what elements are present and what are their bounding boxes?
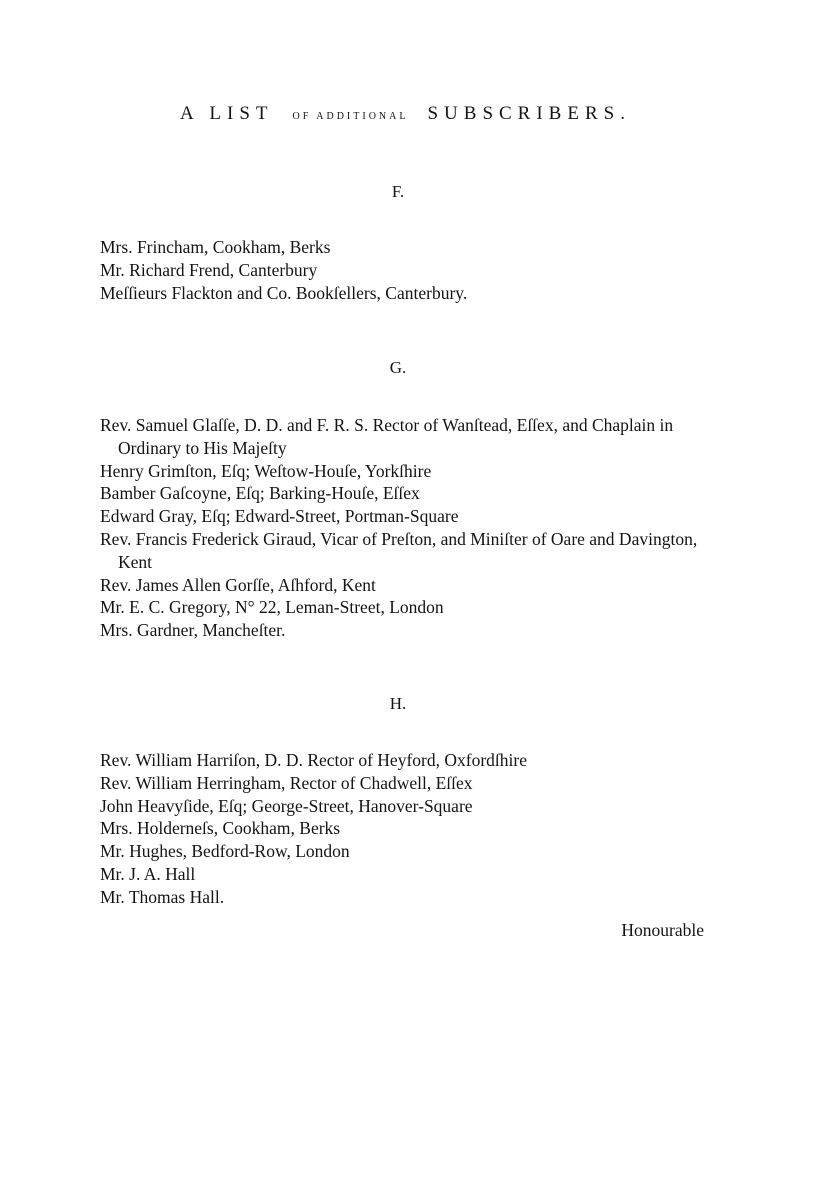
list-item: Edward Gray, Eſq; Edward-Street, Portman-Square [100, 506, 459, 527]
list-item: Rev. William Herringham, Rector of Chadwell, Eſſex [100, 772, 473, 793]
page-title [180, 102, 640, 125]
list-item: Mrs. Holderneſs, Cookham, Berks [100, 818, 341, 839]
section-letter-g: G. [389, 358, 407, 377]
list-item: Mr. J. A. Hall [100, 863, 196, 884]
list-item: Mrs. Gardner, Mancheſter. [100, 620, 286, 641]
list-item: Mr. Hughes, Bedford-Row, London [100, 841, 350, 862]
list-item: Rev. Samuel Glaſſe, D. D. and F. R. S. Rector of Wanſtead, Eſſex, and Chaplain in Ordinary to His Majeſty [100, 415, 674, 458]
list-item: Meſſieurs Flackton and Co. Bookſellers, Canterbury. [100, 282, 468, 303]
section-g-entries [100, 414, 720, 642]
section-f-entries [100, 236, 720, 304]
list-item: Mrs. Frincham, Cookham, Berks [100, 237, 331, 257]
list-item: Mr. Richard Frend, Canterbury [100, 259, 318, 280]
list-item: Rev. William Harriſon, D. D. Rector of Heyford, Oxfordſhire [100, 750, 527, 770]
title-part-list: A LIST [180, 103, 274, 124]
section-letter-h: H. [389, 694, 407, 713]
list-item: Mr. Thomas Hall. [100, 886, 225, 907]
list-item: Henry Grimſton, Eſq; Weſtow-Houſe, Yorkſhire [100, 460, 432, 481]
title-part-subscribers: SUBSCRIBERS. [427, 103, 631, 124]
list-item: Mr. E. C. Gregory, N° 22, Leman-Street, London [100, 597, 444, 618]
list-item: Rev. James Allen Gorſſe, Aſhford, Kent [100, 574, 376, 595]
title-part-additional: OF ADDITIONAL [292, 111, 409, 122]
catchword: Honourable [621, 920, 704, 940]
list-item: Rev. Francis Frederick Giraud, Vicar of Preſton, and Miniſter of Oare and Davington, Kent [100, 528, 698, 572]
list-item: Bamber Gaſcoyne, Eſq; Barking-Houſe, Eſſex [100, 483, 420, 504]
section-letter-f: F. [391, 182, 405, 201]
section-h-entries [100, 749, 720, 909]
list-item: John Heavyſide, Eſq; George-Street, Hanover-Square [100, 795, 473, 816]
